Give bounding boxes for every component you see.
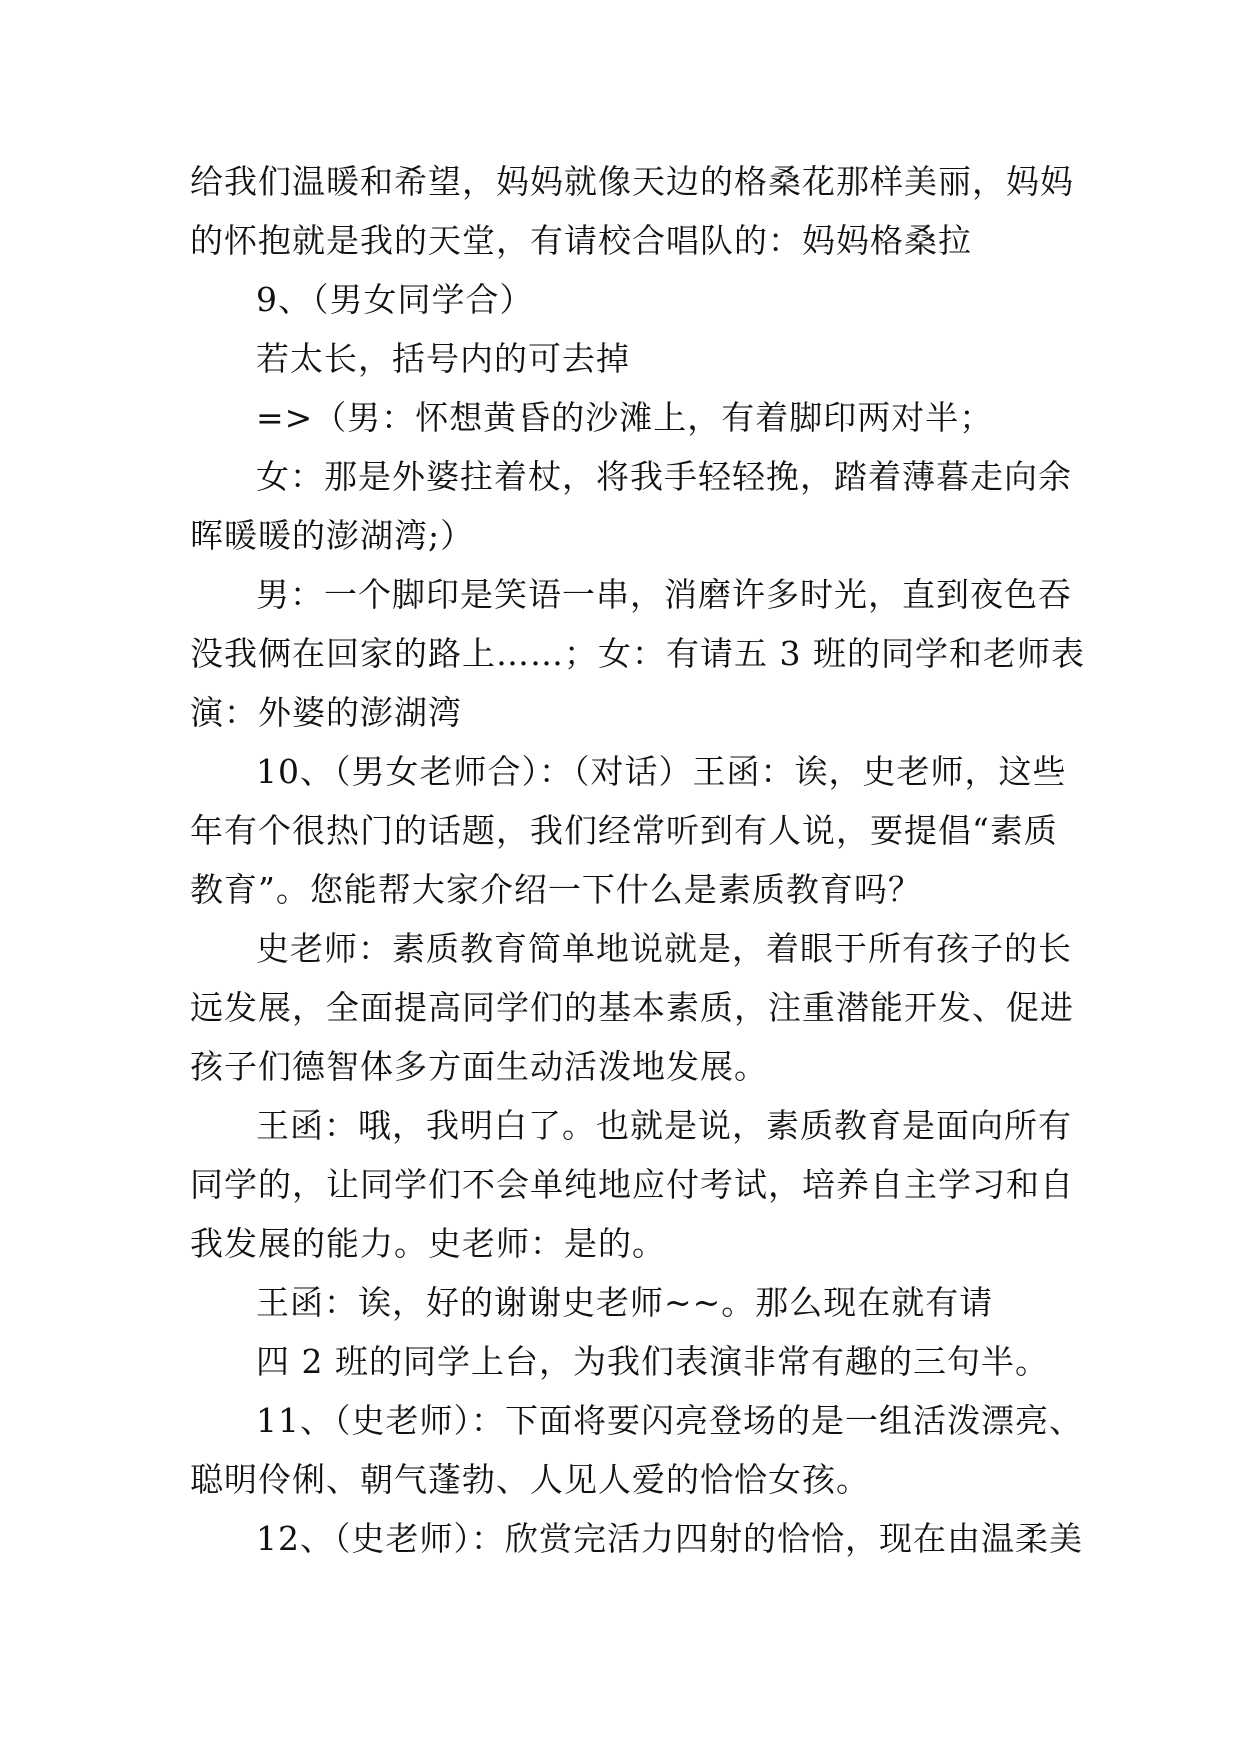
text-line-3: 9、（男女同学合） (256, 280, 534, 319)
text-line-16: 孩子们德智体多方面生动活泼地发展。 (190, 1047, 768, 1086)
text-line-6: 女：那是外婆拄着杖，将我手轻轻挽，踏着薄暮走向余 (256, 457, 1072, 496)
text-line-19: 我发展的能力。史老师：是的。 (190, 1224, 666, 1263)
text-line-9: 没我俩在回家的路上……；女：有请五 3 班的同学和老师表 (190, 634, 1085, 673)
text-line-1: 给我们温暖和希望，妈妈就像天边的格桑花那样美丽，妈妈 (190, 162, 1074, 201)
text-line-5: =>（男：怀想黄昏的沙滩上，有着脚印两对半； (256, 398, 994, 437)
text-line-12: 年有个很热门的话题，我们经常听到有人说，要提倡“素质 (190, 811, 1058, 850)
text-line-23: 聪明伶俐、朝气蓬勃、人见人爱的恰恰女孩。 (190, 1460, 870, 1499)
text-line-2: 的怀抱就是我的天堂，有请校合唱队的：妈妈格桑拉 (190, 221, 972, 260)
text-line-20: 王函：诶，好的谢谢史老师~~。那么现在就有请 (256, 1283, 994, 1322)
text-line-21: 四 2 班的同学上台，为我们表演非常有趣的三句半。 (256, 1342, 1049, 1381)
text-line-13: 教育”。您能帮大家介绍一下什么是素质教育吗？ (190, 870, 922, 909)
text-line-15: 远发展，全面提高同学们的基本素质，注重潜能开发、促进 (190, 988, 1074, 1027)
text-line-11: 10、（男女老师合）：（对话）王函：诶，史老师，这些 (256, 752, 1067, 791)
text-line-7: 晖暖暖的澎湖湾;） (190, 516, 475, 555)
text-line-4: 若太长，括号内的可去掉 (256, 339, 630, 378)
text-line-8: 男：一个脚印是笑语一串，消磨许多时光，直到夜色吞 (256, 575, 1072, 614)
text-line-14: 史老师：素质教育简单地说就是，着眼于所有孩子的长 (256, 929, 1072, 968)
document-body (190, 152, 1085, 1568)
text-line-22: 11、（史老师）：下面将要闪亮登场的是一组活泼漂亮、 (256, 1401, 1083, 1440)
text-line-18: 同学的，让同学们不会单纯地应付考试，培养自主学习和自 (190, 1165, 1074, 1204)
text-line-10: 演：外婆的澎湖湾 (190, 693, 462, 732)
text-line-24: 12、（史老师）：欣赏完活力四射的恰恰，现在由温柔美 (256, 1519, 1083, 1558)
text-line-17: 王函：哦，我明白了。也就是说，素质教育是面向所有 (256, 1106, 1072, 1145)
